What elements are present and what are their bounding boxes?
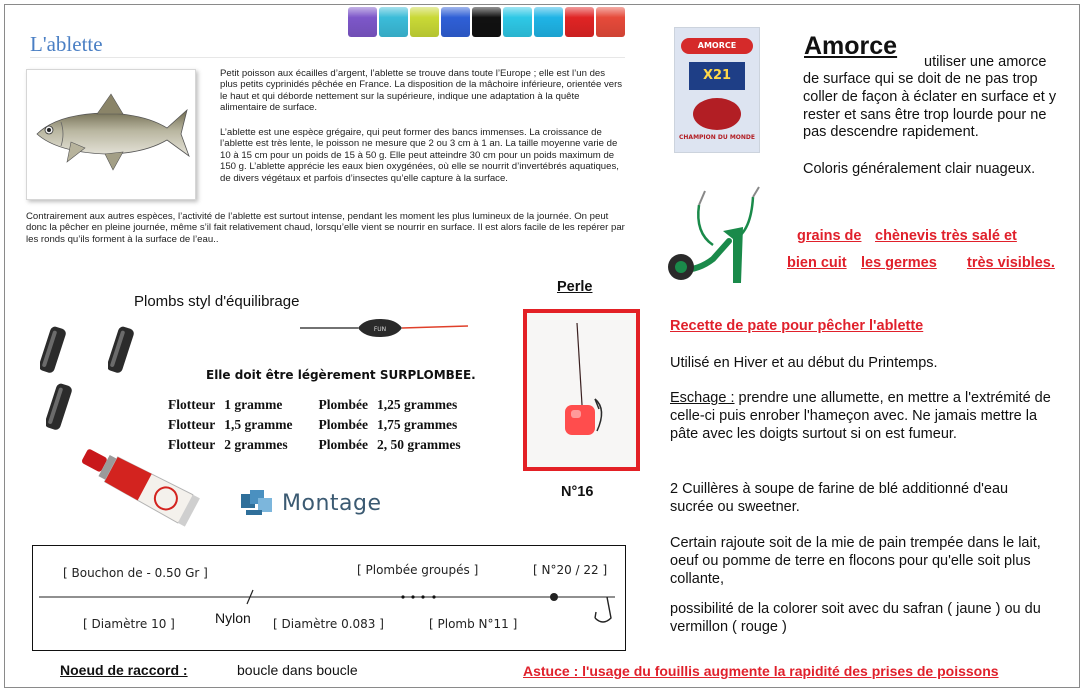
intro-paragraph-1: Petit poisson aux écailles d’argent, l’ablette se trouve dans toute l’Europe ; elle est l’un des plus petits cyprinidés pêchée en France. La disposition de la mâchoire inférieure, orientée vers le haut et qui déborde nettement sur la supérieure, indique une adaptation à la quête alimentaire de surface.: [220, 68, 623, 114]
recette-farine: 2 Cuillères à soupe de farine de blé additionné d'eau sucrée ou sweetner.: [670, 481, 1009, 515]
rig-plomb-label: [ Plomb N°11 ]: [429, 617, 518, 631]
title-divider: [30, 57, 625, 58]
astuce-link[interactable]: Astuce : l'usage du fouillis augmente la rapidité des prises de poissons: [523, 663, 999, 679]
amorce-title: Amorce: [804, 32, 898, 60]
bag-name: CHAMPION DU MONDE: [679, 134, 755, 141]
bait-vial: [503, 7, 532, 37]
recette-title: Recette de pate pour pêcher l'ablette: [670, 318, 924, 334]
flotteur-label: Flotteur: [168, 417, 216, 432]
rig-diametre-main-label: [ Diamètre 10 ]: [83, 617, 175, 631]
plombee-value: 2, 50 grammes: [376, 437, 461, 452]
chenevis-text: chènevis très salé et: [875, 228, 1017, 244]
bait-vial: [596, 7, 625, 37]
montage-icon: [240, 488, 276, 518]
sinker-icon: [108, 323, 134, 379]
glue-tube-image: [72, 448, 212, 528]
chenevis-text: grains de: [797, 228, 862, 244]
slingshot-image: [655, 183, 775, 293]
flotteur-value: 1,5 gramme: [224, 417, 293, 432]
intro-paragraph-2: L’ablette est une espèce grégaire, qui peut former des bancs immenses. La croissance de l’ablette est très lente, le poisson ne mesure que 2 ou 3 cm à 1 an. La taille moyenne varie de 10 à 15 cm pour un poids de 15 à 50 g. Elle peut atteindre 30 cm pour un poids maximum de 150 g. L’ablette apprécie les eaux bien oxygénées, où elle se nourrit d’invertébrés aquatiques, de divers végétaux et parfois d’insectes qu’elle capture à la surface.: [220, 127, 619, 184]
eschage-text: prendre une allumette, en mettre a l'extrémité de celle-ci puis enrober l'hameçon avec. Ne jamais mettre la pâte avec les doigts surtout si on est fumeur.: [670, 390, 1051, 442]
flotteur-value: 2 grammes: [224, 437, 288, 452]
surplombee-note: Elle doit être légèrement SURPLOMBEE.: [206, 368, 476, 382]
rig-nylon-label: Nylon: [215, 610, 251, 626]
bait-vial: [534, 7, 563, 37]
noeud-value: boucle dans boucle: [237, 662, 358, 678]
bait-vial: [348, 7, 377, 37]
bait-vial: [472, 7, 501, 37]
bag-code: X21: [689, 62, 745, 90]
rig-diagram: [32, 545, 626, 651]
plombee-value: 1,25 grammes: [376, 397, 458, 412]
chenevis-text: très visibles.: [967, 255, 1055, 271]
bait-vial: [379, 7, 408, 37]
flotteur-label: Flotteur: [168, 397, 216, 412]
rig-line: [33, 546, 625, 650]
recette-colorer: possibilité de la colorer soit avec du safran ( jaune ) ou du vermillon ( rouge ): [670, 601, 1041, 635]
eschage-label: Eschage :: [670, 390, 735, 406]
rig-hook-size-label: [ N°20 / 22 ]: [533, 563, 608, 577]
perle-title: Perle: [557, 279, 593, 295]
plombee-label: Plombée: [318, 397, 368, 412]
ablette-fish-image: [26, 69, 196, 200]
page-title: L'ablette: [30, 32, 103, 56]
hook-number: N°16: [561, 484, 594, 500]
recette-eschage: [670, 390, 1055, 443]
bait-vials-image: [348, 7, 625, 37]
recette-pain: Certain rajoute soit de la mie de pain trempée dans le lait, oeuf ou pomme de terre en flocons pour qu'elle soit plus collante,: [670, 535, 1041, 587]
noeud-label: Noeud de raccord :: [60, 662, 188, 678]
amorce-head: utiliser une amorce: [924, 54, 1047, 70]
bait-vial: [410, 7, 439, 37]
montage-label: Montage: [282, 490, 382, 516]
flotteur-value: 1 gramme: [224, 397, 283, 412]
amorce-description: de surface qui se doit de ne pas trop coller de façon à éclater en surface et y rester et sans être trop lourde pour ne pas descendre rapidement.: [803, 71, 1057, 141]
montage-logo: [240, 488, 382, 518]
float-image: [300, 312, 470, 342]
chenevis-text: les germes: [861, 255, 937, 271]
plombee-label: Plombée: [318, 437, 368, 452]
plombs-title: Plombs styl d'équilibrage: [134, 293, 300, 310]
flotteur-label: Flotteur: [168, 437, 216, 452]
plombee-value: 1,75 grammes: [376, 417, 458, 432]
perle-image: [523, 309, 640, 471]
rig-diametre-bas-label: [ Diamètre 0.083 ]: [273, 617, 384, 631]
sinker-icon: [46, 380, 72, 436]
float-label: FUN: [373, 326, 387, 333]
bag-brand: AMORCE: [681, 38, 753, 54]
plombee-label: Plombée: [318, 417, 368, 432]
sinker-icon: [40, 323, 66, 379]
rig-plombee-label: [ Plombée groupés ]: [357, 563, 479, 577]
chenevis-text: bien cuit: [787, 255, 847, 271]
weights-row: [164, 395, 466, 415]
bait-vial: [565, 7, 594, 37]
weights-table: [164, 395, 466, 455]
weights-row: [164, 415, 466, 435]
bait-vial: [441, 7, 470, 37]
intro-paragraph-3: Contrairement aux autres espèces, l’activité de l’ablette est surtout intense, pendant les moment les plus lumineux de la journée. On peut donc la pêcher en pleine journée, même s’il fait relativement chaud, lorsqu’elle vient se nourrir en surface. Il est alors facile de les repérer par les ronds qu’ils forment à la surface de l’eau..: [26, 211, 625, 245]
recette-usage: Utilisé en Hiver et au début du Printemps.: [670, 355, 938, 371]
rig-bouchon-label: [ Bouchon de - 0.50 Gr ]: [63, 566, 208, 580]
amorce-coloris: Coloris généralement clair nuageux.: [803, 161, 1036, 177]
amorce-bag-image: [674, 27, 760, 153]
